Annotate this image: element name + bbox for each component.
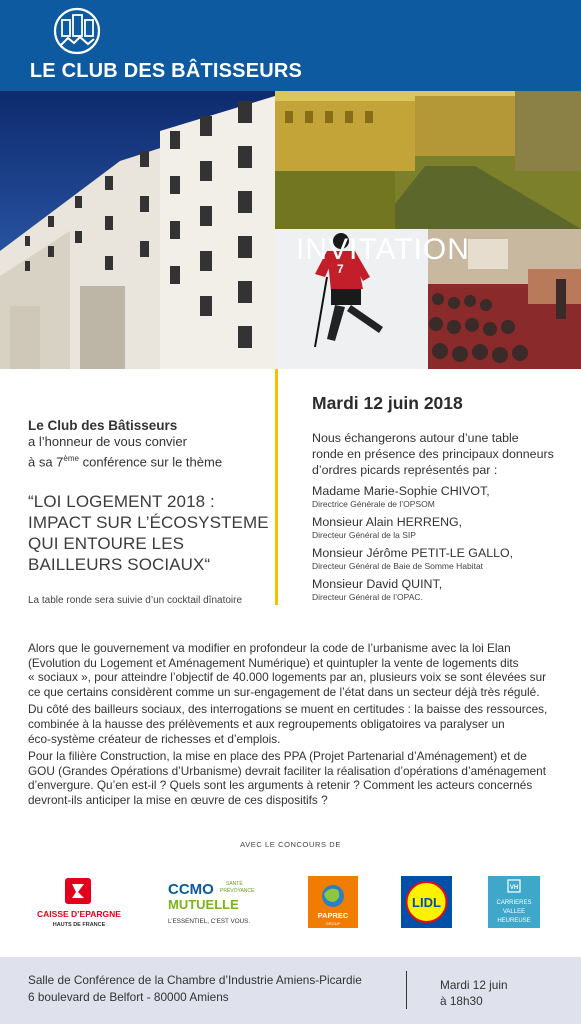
intro-line-1: a l’honneur de vous convier [28,434,187,449]
paragraph-social-landlords [28,702,563,746]
text-line: ce que certains considèrent comme un sur-engagement de l’état dans un secteur déjà très régulé. [28,684,540,699]
speaker-name: Madame Marie-Sophie CHIVOT, [312,484,490,498]
intro-line-2-pre: à sa 7 [28,454,64,470]
carrieres-line1: CARRIERES [496,900,532,906]
speaker-item [312,577,574,608]
context-paragraphs [28,641,563,811]
speaker-name: Monsieur David QUINT, [312,577,443,591]
speaker-item [312,515,574,546]
footer-divider [406,971,407,1009]
intro-line-2-post: conférence sur le thème [78,454,223,470]
speaker-name: Monsieur Alain HERRENG, [312,515,463,529]
speaker-role: Directeur Général de la SIP [312,530,416,540]
lidl-name: LIDL [412,895,441,910]
paprec-logo [308,876,358,928]
intro-text-line: Nous échangerons autour d’une table [312,431,519,445]
ccmo-mutuelle: MUTUELLE [168,897,239,912]
text-line: combinée à la hausse des prélèvements et aux regroupements obligatoires va paralyser un [28,716,505,731]
paprec-sub: GROUP [325,921,341,926]
building-photo [0,91,275,369]
speaker-item [312,484,574,515]
footer-bar [0,957,581,1024]
speaker-role: Directeur Général de l’OPAC. [312,592,423,602]
speaker-role: Directeur Général de Baie de Somme Habitat [312,561,484,571]
text-line: (Evolution du Logement et Aménagement Numérique) et quintupler la vente de logements dits [28,655,519,670]
houses-logo-icon [48,6,106,56]
footer-date: Mardi 12 juin [440,978,508,992]
yellow-divider [275,369,278,605]
footer-time: à 18h30 [440,994,483,1008]
caisse-epargne-logo [28,876,130,928]
round-table-intro [312,430,574,478]
text-line: Alors que le gouvernement va modifier en profondeur la code de l’urbanisme avec la loi Elan [28,641,511,655]
cocktail-note: La table ronde sera suivie d’un cocktail dînatoire [28,595,243,606]
svg-text:VH: VH [509,885,519,891]
footer-datetime [440,977,508,1009]
ccmo-name: CCMO [168,881,214,898]
venue-street: 6 boulevard de Belfort - 80000 Amiens [28,990,229,1004]
caisse-sub: HAUTS DE FRANCE [52,922,106,928]
theme-line: BAILLEURS SOCIAUX“ [28,555,211,574]
intro-line-2 [28,450,268,470]
text-line: d’envergure. Qu’en est-il ? Quels sont les arguments à retenir ? Comment les acteurs concernés [28,778,533,793]
text-line: Pour la filière Construction, la mise en place des PPA (Projet Partenarial d’Aménagement) et de [28,749,527,764]
intro-text-line: ronde en présence des principaux donneurs [312,447,554,461]
svg-text:7: 7 [337,262,344,276]
city-canal-photo [275,91,581,229]
ordinal-suffix: ème [63,454,79,463]
speaker-item [312,546,574,577]
conference-theme [28,491,273,575]
text-line: devront-ils anticiper la mise en œuvre de ces dispositifs ? [28,792,328,807]
text-line: Du côté des bailleurs sociaux, des interrogations se muent en certitudes : la baisse des ressources, [28,702,548,717]
theme-line: IMPACT SUR L’ÉCOSYSTEME [28,513,269,532]
invitation-heading: INVITATION [296,233,470,266]
carrieres-line3: HEUREUSE [497,918,531,924]
club-title: LE CLUB DES BÂTISSEURS [29,60,303,82]
invite-intro [28,418,268,470]
speaker-list [312,484,574,608]
theme-line: QUI ENTOURE LES [28,534,185,553]
intro-text-line: d’ordres picards représentés par : [312,463,498,477]
caisse-name: CAISSE D’EPARGNE [37,909,121,919]
speaker-name: Monsieur Jérôme PETIT-LE GALLO, [312,546,514,560]
text-line: « sociaux », pour atteindre l’objectif de 40.000 logements par an, plusieurs voix se sont élevées sur [28,670,547,685]
ccmo-tagline: L’ESSENTIEL, C’EST VOUS. [168,918,251,925]
carrieres-line2: VALLEE [502,909,526,915]
venue-name: Salle de Conférence de la Chambre d’Industrie Amiens-Picardie [28,973,362,987]
text-line: éco-système créateur de richesses et d’emplois. [28,731,281,746]
event-date: Mardi 12 juin 2018 [312,393,463,413]
header-banner [0,0,581,91]
sponsors-title: AVEC LE CONCOURS DE [240,840,341,849]
ccmo-sante: SANTÉ [226,881,243,887]
text-line: GOU (Grandes Opérations d’Urbanisme) devrait faciliter la réalisation d’opérations d’aménagement [28,763,546,778]
ccmo-prevoyance: PRÉVOYANCE [220,888,255,894]
photo-band [0,91,581,369]
lidl-logo [401,876,452,928]
paragraph-elan-law [28,641,563,699]
paragraph-construction [28,749,563,807]
carrieres-vallee-heureuse-logo [488,876,540,928]
ccmo-mutuelle-logo [164,876,264,928]
paprec-name: PAPREC [317,911,349,920]
theme-line: “LOI LOGEMENT 2018 : [28,492,215,511]
organizer-name: Le Club des Bâtisseurs [28,418,178,433]
speaker-role: Directrice Générale de l’OPSOM [312,499,435,509]
venue-address [28,972,362,1006]
